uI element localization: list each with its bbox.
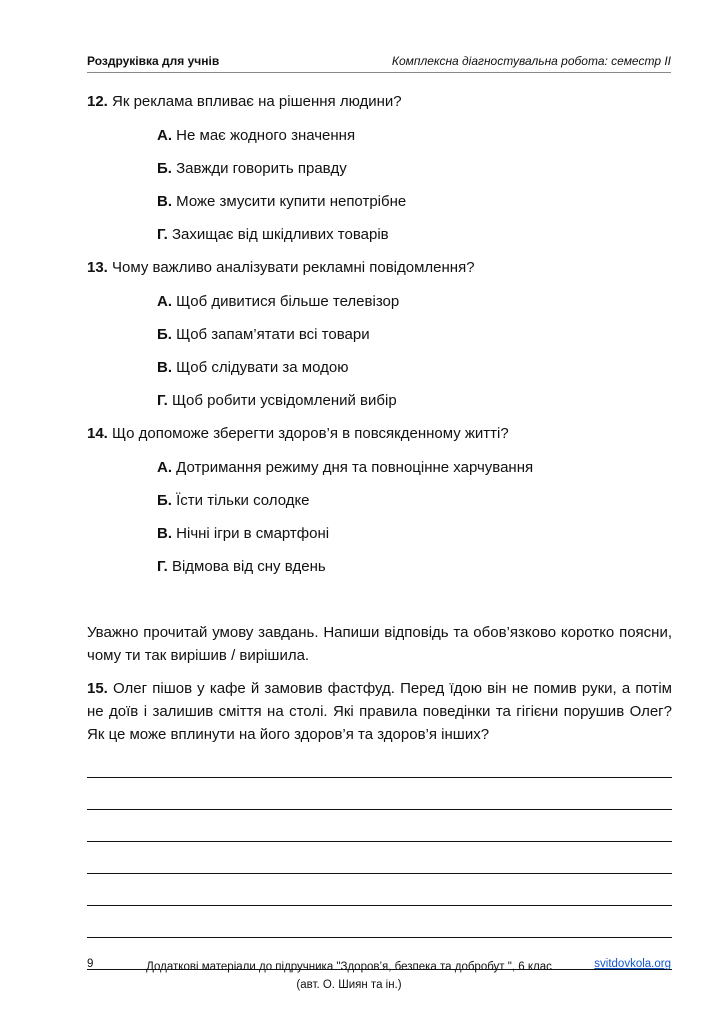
option-text: Завжди говорить правду bbox=[176, 160, 347, 177]
question-number: 12. bbox=[87, 93, 108, 110]
answer-writing-area[interactable] bbox=[87, 746, 672, 970]
answer-line[interactable] bbox=[87, 778, 672, 810]
page-header bbox=[87, 52, 671, 73]
option-letter: Г. bbox=[157, 558, 168, 575]
answer-options bbox=[87, 292, 672, 411]
option-text: Нічні ігри в смартфоні bbox=[176, 525, 330, 542]
option-letter: Б. bbox=[157, 492, 172, 509]
questions-section bbox=[87, 92, 672, 590]
answer-line[interactable] bbox=[87, 810, 672, 842]
option-letter: В. bbox=[157, 359, 172, 376]
option-text: Може змусити купити непотрібне bbox=[176, 193, 407, 210]
answer-option[interactable] bbox=[157, 557, 672, 577]
footer-authors-line: (авт. О. Шиян та ін.) bbox=[296, 979, 402, 991]
answer-option[interactable] bbox=[157, 458, 672, 478]
answer-line[interactable] bbox=[87, 746, 672, 778]
question-15 bbox=[87, 677, 672, 746]
page-number: 9 bbox=[87, 958, 94, 970]
option-letter: А. bbox=[157, 459, 172, 476]
website-link[interactable]: svitdovkola.org bbox=[594, 958, 671, 970]
answer-option[interactable] bbox=[157, 192, 672, 212]
option-letter: Б. bbox=[157, 326, 172, 343]
option-text: Відмова від сну вдень bbox=[171, 558, 326, 575]
answer-option[interactable] bbox=[157, 159, 672, 179]
option-letter: В. bbox=[157, 193, 172, 210]
option-letter: Г. bbox=[157, 392, 168, 409]
answer-options bbox=[87, 458, 672, 577]
option-letter: А. bbox=[157, 293, 172, 310]
footer-credits bbox=[127, 958, 571, 994]
question-text: Чому важливо аналізувати рекламні повідомлення? bbox=[112, 259, 475, 276]
answer-option[interactable] bbox=[157, 292, 672, 312]
option-text: Дотримання режиму дня та повноцінне харчування bbox=[176, 459, 534, 476]
option-text: Їсти тільки солодке bbox=[176, 492, 310, 509]
option-text: Не має жодного значення bbox=[176, 127, 356, 144]
answer-line[interactable] bbox=[87, 842, 672, 874]
question-text: Олег пішов у кафе й замовив фастфуд. Перед їдою він не помив руки, а потім не доїв і залишив сміття на столі. Які правила поведінки та гігієни порушив Олег? Як це може вплинути на його здоров’я та здоров’я інших? bbox=[87, 680, 672, 743]
question-text: Як реклама впливає на рішення людини? bbox=[112, 93, 402, 110]
answer-option[interactable] bbox=[157, 391, 672, 411]
question-13 bbox=[87, 258, 672, 278]
header-left-title: Роздруківка для учнів bbox=[87, 54, 220, 68]
answer-options bbox=[87, 126, 672, 245]
option-text: Щоб дивитися більше телевізор bbox=[176, 293, 400, 310]
question-number: 14. bbox=[87, 425, 108, 442]
question-12 bbox=[87, 92, 672, 112]
header-right-title: Комплексна діагностувальна робота: семестр II bbox=[391, 54, 671, 68]
option-letter: А. bbox=[157, 127, 172, 144]
option-text: Щоб запам’ятати всі товари bbox=[176, 326, 370, 343]
answer-option[interactable] bbox=[157, 126, 672, 146]
answer-option[interactable] bbox=[157, 524, 672, 544]
question-number: 15. bbox=[87, 680, 108, 697]
option-letter: Г. bbox=[157, 226, 168, 243]
option-text: Захищає від шкідливих товарів bbox=[171, 226, 389, 243]
footer-textbook-line: Додаткові матеріали до підручника "Здоров’я, безпека та добробут ", 6 клас bbox=[146, 961, 552, 973]
question-text: Що допоможе зберегти здоров’я в повсякденному житті? bbox=[112, 425, 509, 442]
answer-option[interactable] bbox=[157, 358, 672, 378]
question-14 bbox=[87, 424, 672, 444]
page-footer bbox=[87, 958, 671, 998]
question-number: 13. bbox=[87, 259, 108, 276]
option-text: Щоб робити усвідомлений вибір bbox=[171, 392, 397, 409]
option-letter: Б. bbox=[157, 160, 172, 177]
answer-line[interactable] bbox=[87, 874, 672, 906]
task-instruction: Уважно прочитай умову завдань. Напиши відповідь та обов’язково коротко поясни, чому ти так вирішив / вирішила. bbox=[87, 624, 672, 664]
answer-option[interactable] bbox=[157, 325, 672, 345]
answer-line[interactable] bbox=[87, 906, 672, 938]
option-letter: В. bbox=[157, 525, 172, 542]
option-text: Щоб слідувати за модою bbox=[176, 359, 349, 376]
answer-option[interactable] bbox=[157, 491, 672, 511]
answer-option[interactable] bbox=[157, 225, 672, 245]
